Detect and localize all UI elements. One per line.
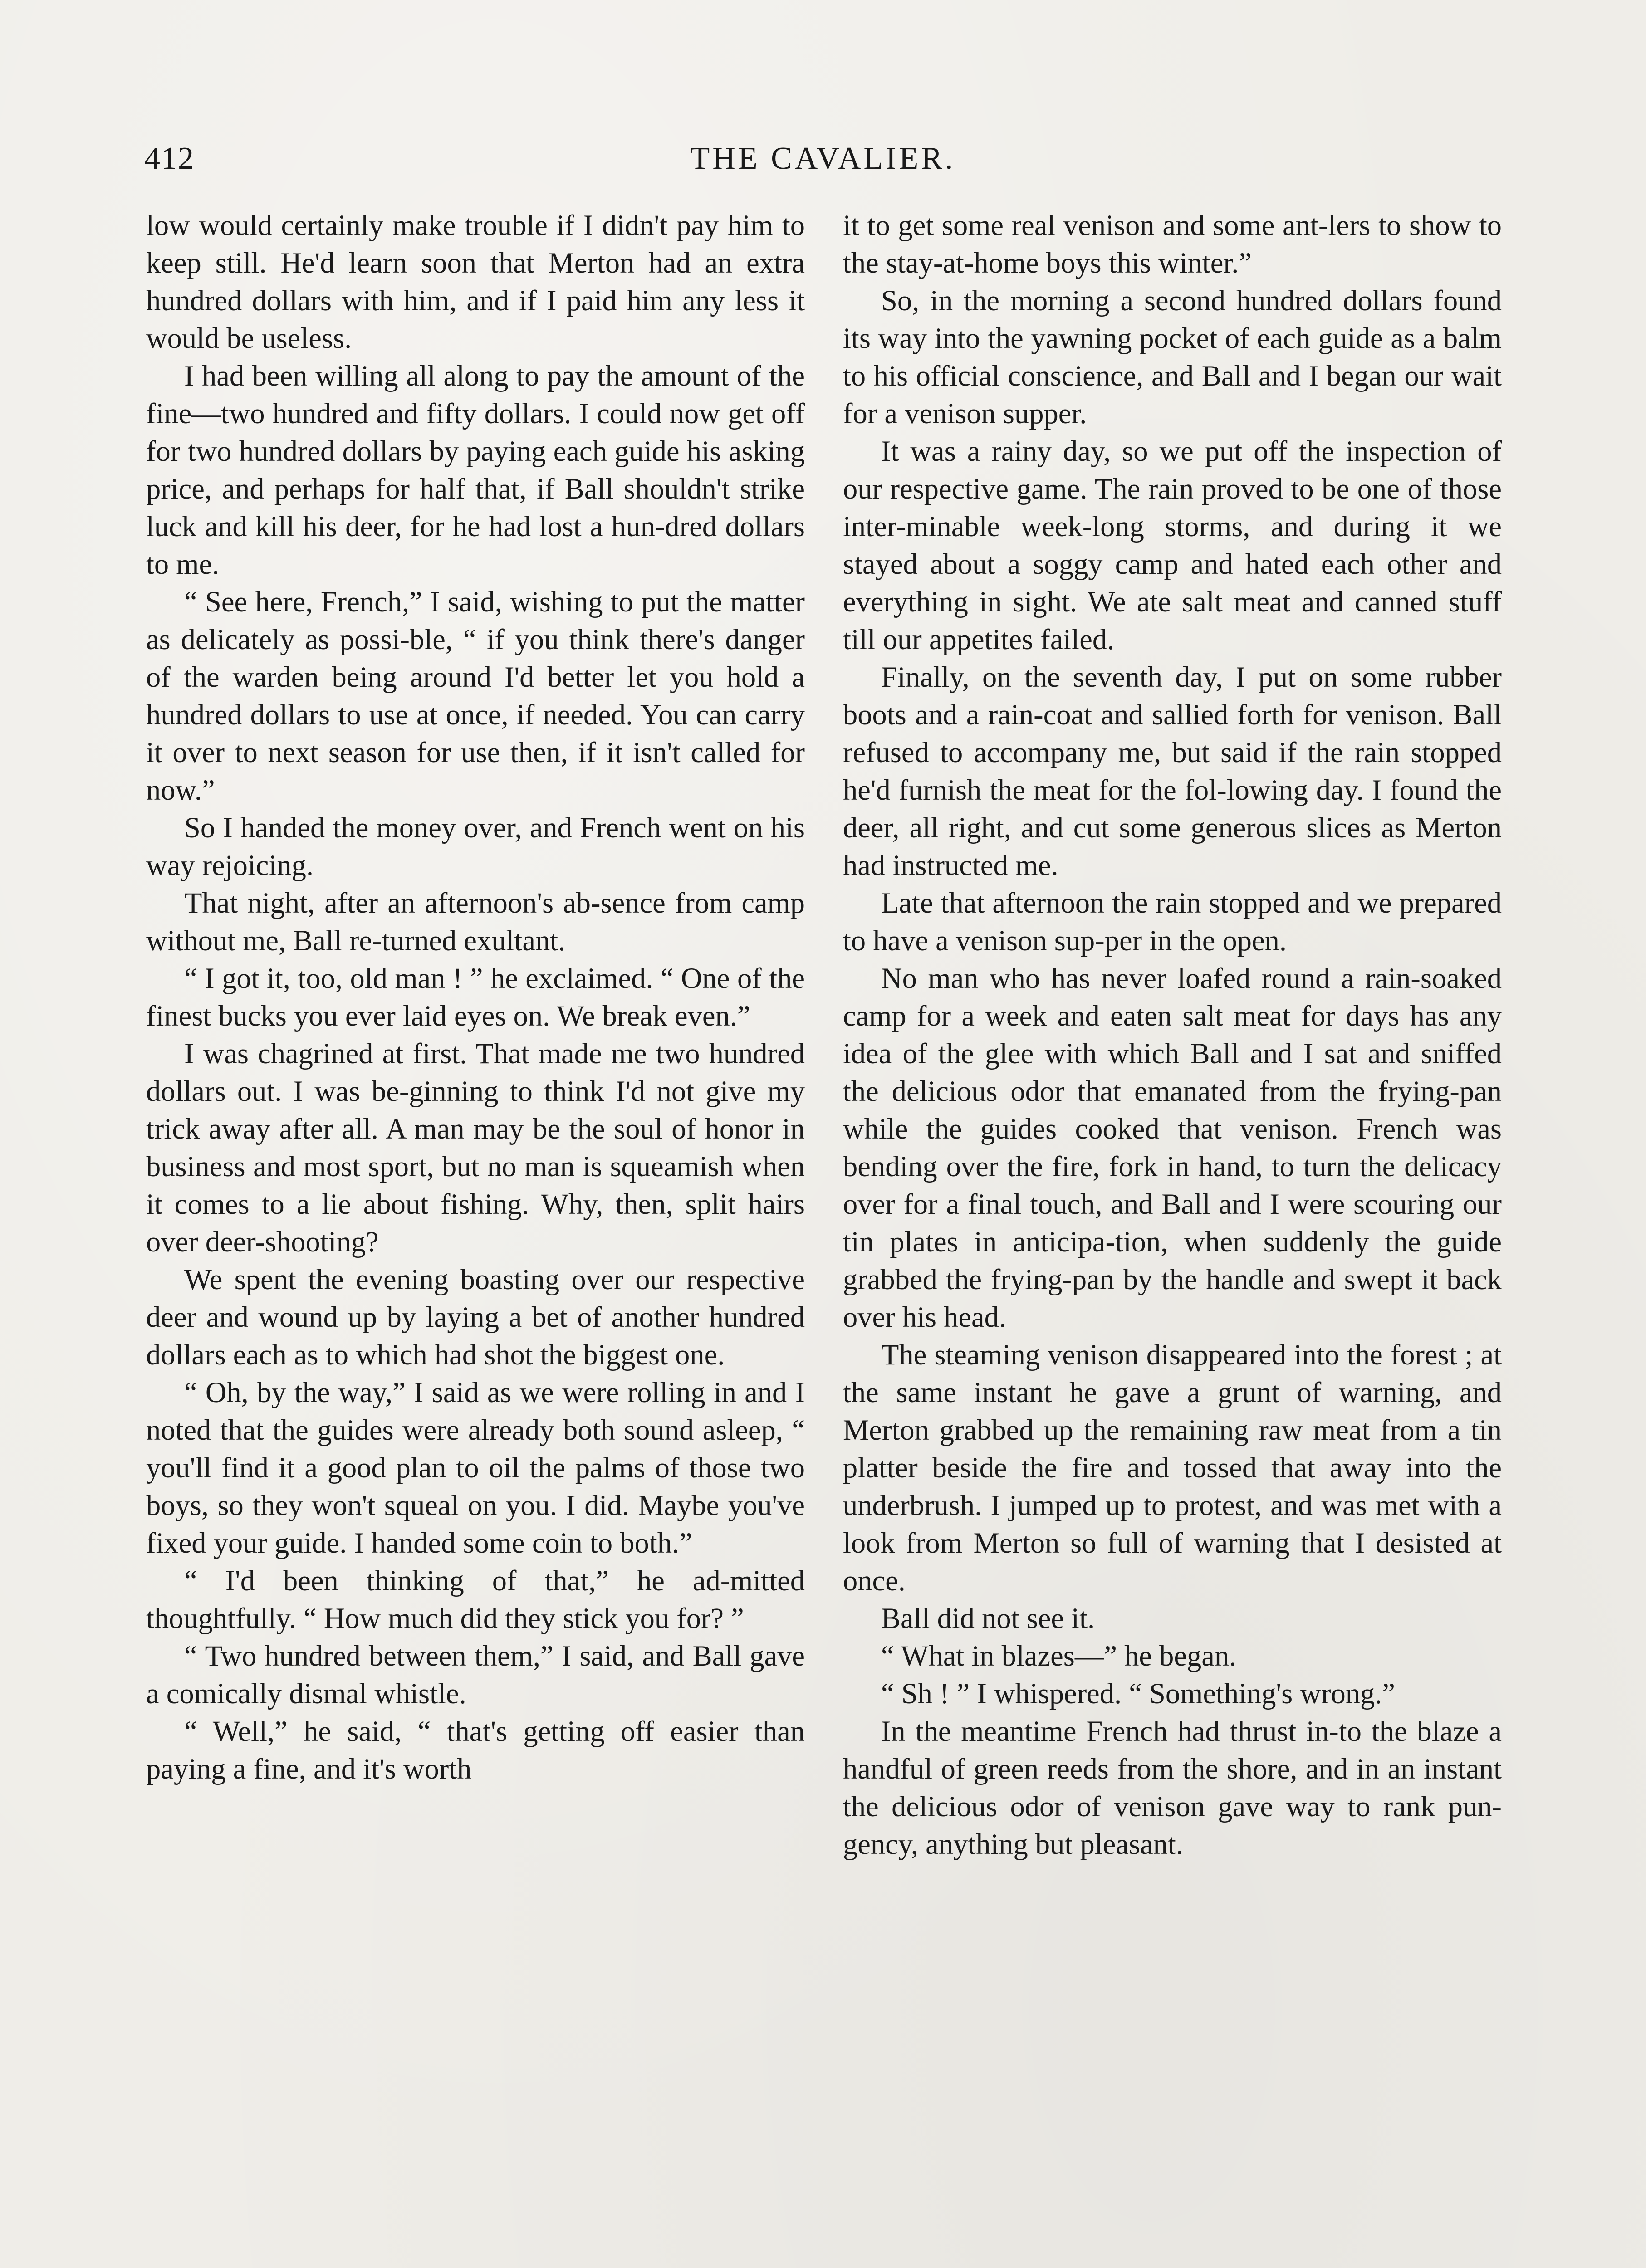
paragraph: low would certainly make trouble if I didn't pay him to keep still. He'd learn soon that Merton had an extra hundred dollars with him, and if I paid him any less it would be useless. [146, 209, 805, 354]
paragraph: “ I got it, too, old man ! ” he exclaimed. “ One of the finest bucks you ever laid eyes on. We break even.” [146, 962, 805, 1032]
paragraph: Finally, on the seventh day, I put on some rubber boots and a rain-coat and sallied forth for venison. Ball refused to accompany me, but said if the rain stopped he'd furnish the meat for the fol-lowing day. I found the deer, all right, and cut some generous slices as Merton had instructed me. [843, 661, 1502, 881]
paragraph: “ Two hundred between them,” I said, and Ball gave a comically dismal whistle. [146, 1640, 805, 1710]
paragraph: The steaming venison disappeared into the forest ; at the same instant he gave a grunt of warning, and Merton grabbed up the remaining raw meat from a tin platter beside the fire and tossed that away into the underbrush. I jumped up to protest, and was met with a look from Merton so full of warning that I desisted at once. [843, 1339, 1502, 1597]
right-column [843, 206, 1502, 1863]
page-number: 412 [144, 141, 195, 176]
paragraph: it to get some real venison and some ant-lers to show to the stay-at-home boys this winter.” [843, 209, 1502, 279]
left-column [146, 206, 805, 1788]
paragraph: I had been willing all along to pay the amount of the fine—two hundred and fifty dollars. I could now get off for two hundred dollars by paying each guide his asking price, and perhaps for half that, if Ball shouldn't strike luck and kill his deer, for he had lost a hun-dred dollars to me. [146, 360, 805, 580]
paragraph: “ Well,” he said, “ that's getting off easier than paying a fine, and it's worth [146, 1715, 805, 1785]
paragraph: In the meantime French had thrust in-to the blaze a handful of green reeds from the shore, and in an instant the delicious odor of venison gave way to rank pun-gency, anything but pleasant. [843, 1715, 1502, 1860]
paragraph: That night, after an afternoon's ab-sence from camp without me, Ball re-turned exultant. [146, 887, 805, 957]
paragraph: “ Sh ! ” I whispered. “ Something's wrong.” [881, 1677, 1395, 1710]
paragraph: No man who has never loafed round a rain-soaked camp for a week and eaten salt meat for days has any idea of the glee with which Ball and I sat and sniffed the delicious odor that emanated from the frying-pan while the guides cooked that venison. French was bending over the fire, fork in hand, to turn the delicacy over for a final touch, and Ball and I were scouring our tin plates in anticipa-tion, when suddenly the guide grabbed the frying-pan by the handle and swept it back over his head. [843, 962, 1502, 1333]
paragraph: It was a rainy day, so we put off the inspection of our respective game. The rain proved to be one of those inter-minable week-long storms, and during it we stayed about a soggy camp and hated each other and everything in sight. We ate salt meat and canned stuff till our appetites failed. [843, 435, 1502, 655]
paragraph: “ What in blazes—” he began. [881, 1640, 1237, 1672]
paragraph: Late that afternoon the rain stopped and we prepared to have a venison sup-per in the open. [843, 887, 1502, 957]
paragraph: So I handed the money over, and French went on his way rejoicing. [146, 811, 805, 881]
paragraph: “ See here, French,” I said, wishing to put the matter as delicately as possi-ble, “ if you think there's danger of the warden being around I'd better let you hold a hundred dollars to use at once, if needed. You can carry it over to next season for use then, if it isn't called for now.” [146, 586, 805, 806]
paragraph: I was chagrined at first. That made me two hundred dollars out. I was be-ginning to think I'd not give my trick away after all. A man may be the soul of honor in business and most sport, but no man is squeamish when it comes to a lie about fishing. Why, then, split hairs over deer-shooting? [146, 1037, 805, 1258]
running-title: THE CAVALIER. [690, 141, 956, 176]
paragraph: So, in the morning a second hundred dollars found its way into the yawning pocket of each guide as a balm to his official conscience, and Ball and I began our wait for a venison supper. [843, 284, 1502, 430]
paragraph: “ Oh, by the way,” I said as we were rolling in and I noted that the guides were already both sound asleep, “ you'll find it a good plan to oil the palms of those two boys, so they won't squeal on you. I did. Maybe you've fixed your guide. I handed some coin to both.” [146, 1376, 805, 1559]
paragraph: We spent the evening boasting over our respective deer and wound up by laying a bet of another hundred dollars each as to which had shot the biggest one. [146, 1263, 805, 1371]
paragraph: Ball did not see it. [881, 1602, 1095, 1634]
page-header [144, 136, 1502, 186]
paragraph: “ I'd been thinking of that,” he ad-mitted thoughtfully. “ How much did they stick you for? ” [146, 1564, 805, 1634]
